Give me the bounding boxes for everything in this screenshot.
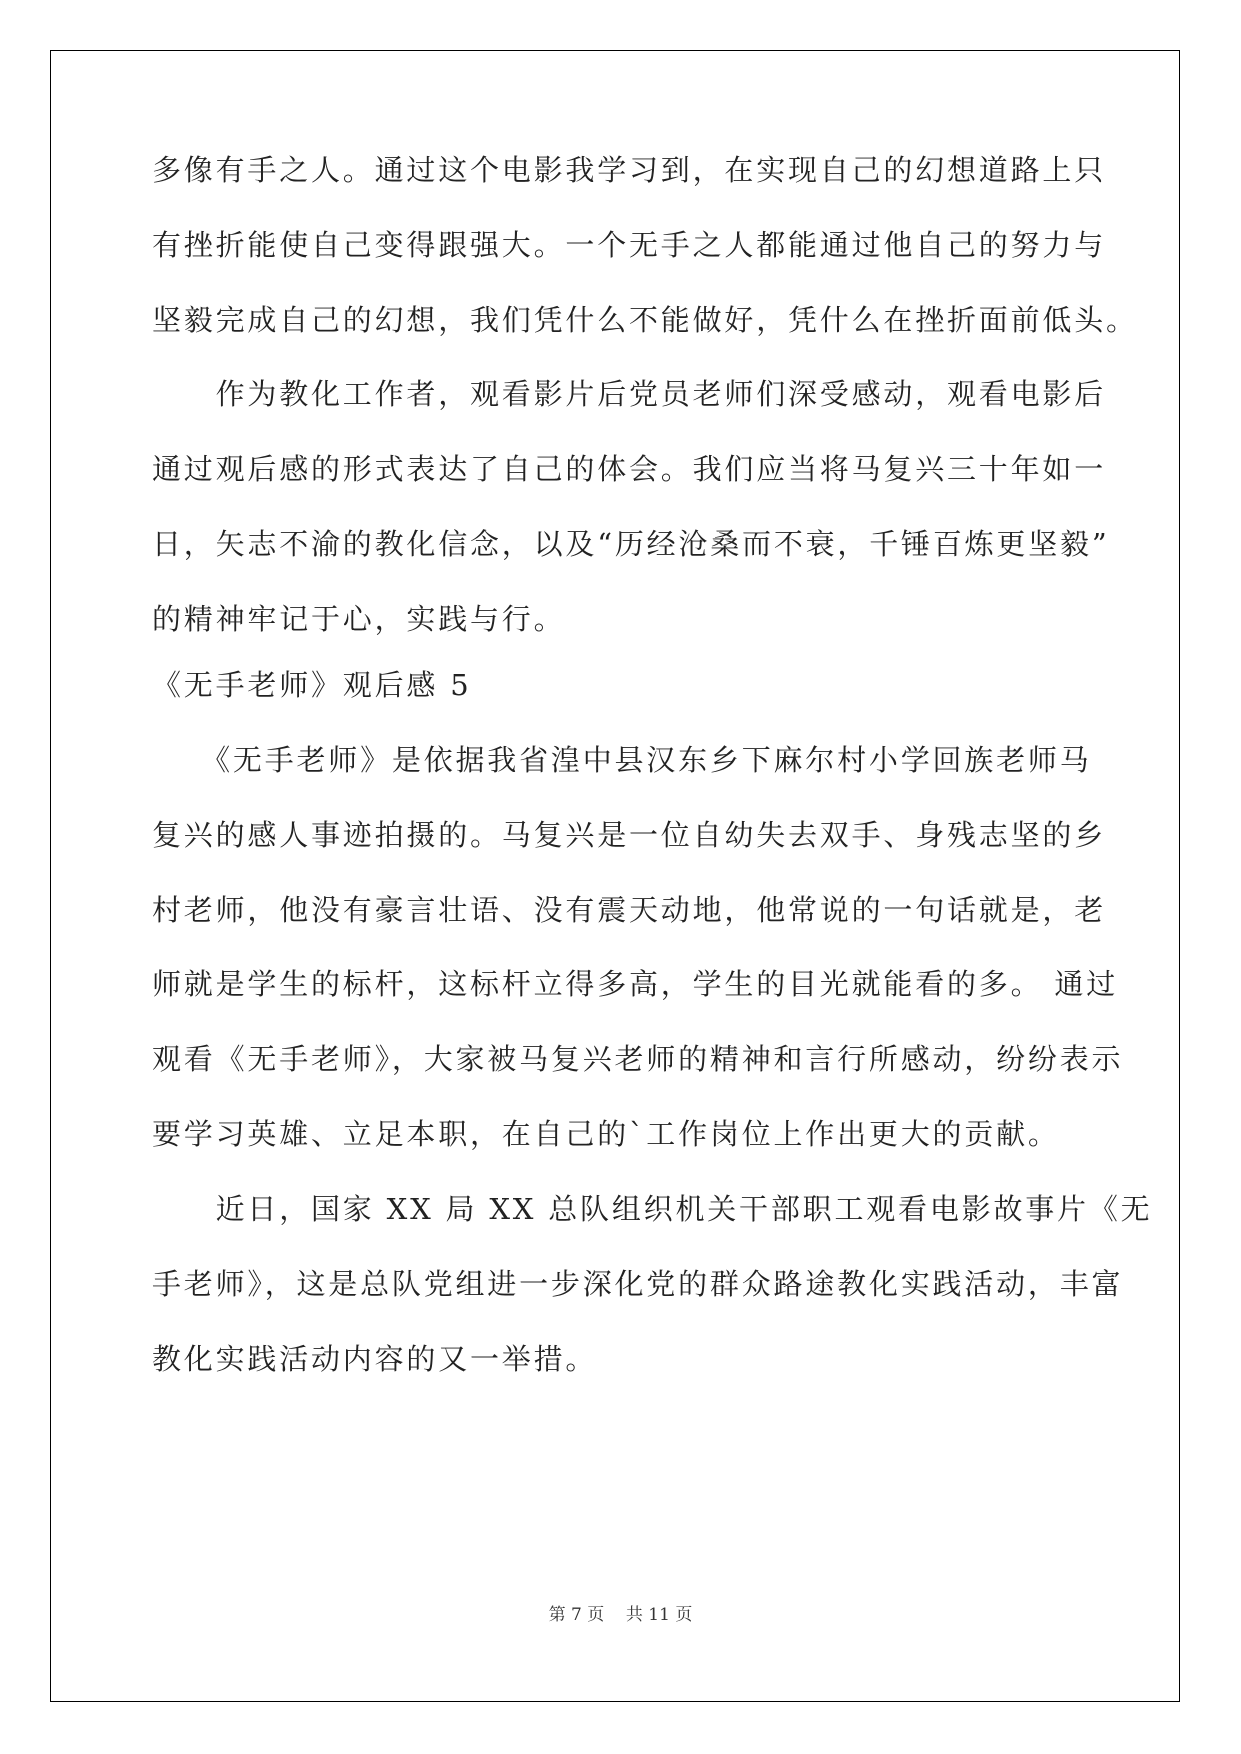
text-line: 多像有手之人。通过这个电影我学习到，在实现自己的幻想道路上只 <box>152 153 1107 187</box>
text-line: 要学习英雄、立足本职，在自己的`工作岗位上作出更大的贡献。 <box>152 1117 1060 1151</box>
section-heading: 《无手老师》观后感 5 <box>152 668 472 702</box>
text-line: 村老师，他没有豪言壮语、没有震天动地，他常说的一句话就是，老 <box>152 893 1107 927</box>
text-line: 有挫折能使自己变得跟强大。一个无手之人都能通过他自己的努力与 <box>152 228 1107 262</box>
text-line: 教化实践活动内容的又一举措。 <box>152 1342 598 1376</box>
page-number: 第 7 页 共 11 页 <box>548 1605 693 1625</box>
text-line: 通过观后感的形式表达了自己的体会。我们应当将马复兴三十年如一 <box>152 452 1107 486</box>
text-line: 师就是学生的标杆，这标杆立得多高，学生的目光就能看的多。 通过 <box>152 967 1119 1001</box>
text-line: 复兴的感人事迹拍摄的。马复兴是一位自幼失去双手、身残志坚的乡 <box>152 818 1107 852</box>
text-line: 近日，国家 XX 局 XX 总队组织机关干部职工观看电影故事片《无 <box>152 1192 1153 1226</box>
text-line: 《无手老师》是依据我省湟中县汉东乡下麻尔村小学回族老师马 <box>152 743 1092 777</box>
page-border <box>50 50 1180 1702</box>
text-line: 手老师》，这是总队党组进一步深化党的群众路途教化实践活动，丰富 <box>152 1267 1124 1301</box>
text-line: 作为教化工作者，观看影片后党员老师们深受感动，观看电影后 <box>152 377 1107 411</box>
page-footer <box>0 1600 1241 1625</box>
text-line: 日，矢志不渝的教化信念，以及“历经沧桑而不衰，千锤百炼更坚毅” <box>152 527 1110 561</box>
text-line: 坚毅完成自己的幻想，我们凭什么不能做好，凭什么在挫折面前低头。 <box>152 303 1138 337</box>
text-line: 观看《无手老师》，大家被马复兴老师的精神和言行所感动，纷纷表示 <box>152 1042 1124 1076</box>
text-line: 的精神牢记于心，实践与行。 <box>152 602 566 636</box>
